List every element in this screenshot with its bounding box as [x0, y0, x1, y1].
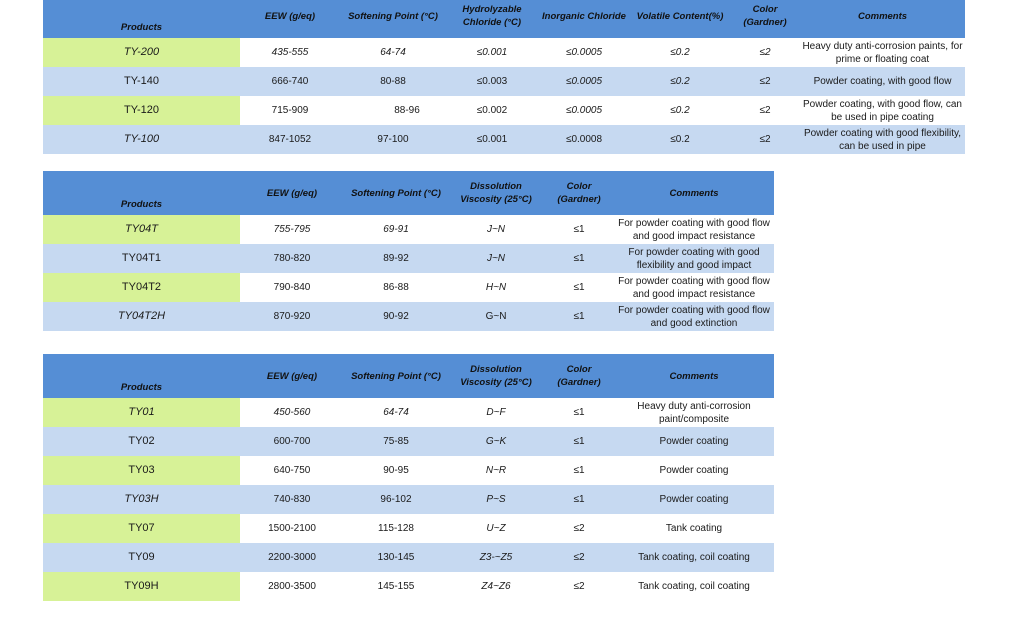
- epoxy-spec-table-1: [43, 0, 965, 154]
- color-value: ≤1: [544, 456, 614, 485]
- table-row: [43, 244, 774, 273]
- table-header-row: [43, 171, 774, 215]
- viscosity-value: J~N: [448, 244, 544, 273]
- header-softening-point: Softening Point (°C): [340, 0, 446, 38]
- product-name: TY-120: [43, 96, 240, 125]
- product-name: TY03H: [43, 485, 240, 514]
- product-name: TY04T2: [43, 273, 240, 302]
- product-name: TY09: [43, 543, 240, 572]
- comment-text: For powder coating with good flow and good impact resistance: [614, 273, 774, 302]
- header-products: Products: [43, 0, 240, 38]
- hydrolyzable-value: ≤0.001: [446, 38, 538, 67]
- table-row: [43, 543, 774, 572]
- softening-value: 75-85: [344, 427, 448, 456]
- eew-value: 755-795: [240, 215, 344, 244]
- table-row: [43, 38, 965, 67]
- inorganic-value: ≤0.0005: [538, 67, 630, 96]
- header-comments: Comments: [614, 354, 774, 398]
- comment-text: Powder coating, with good flow: [800, 67, 965, 96]
- softening-value: 86-88: [344, 273, 448, 302]
- eew-value: 847-1052: [240, 125, 340, 154]
- eew-value: 715-909: [240, 96, 340, 125]
- eew-value: 790-840: [240, 273, 344, 302]
- eew-value: 1500-2100: [240, 514, 344, 543]
- color-value: ≤2: [730, 125, 800, 154]
- comment-text: Tank coating, coil coating: [614, 572, 774, 601]
- softening-value: 130-145: [344, 543, 448, 572]
- softening-value: 96-102: [344, 485, 448, 514]
- hydrolyzable-value: ≤0.001: [446, 125, 538, 154]
- header-products: Products: [43, 354, 240, 398]
- comment-text: Powder coating: [614, 456, 774, 485]
- table-header-row: [43, 0, 965, 38]
- eew-value: 450-560: [240, 398, 344, 427]
- softening-value: 80-88: [340, 67, 446, 96]
- color-value: ≤2: [544, 572, 614, 601]
- color-value: ≤1: [544, 273, 614, 302]
- table-row: [43, 125, 965, 154]
- color-value: ≤2: [544, 543, 614, 572]
- table-row: [43, 215, 774, 244]
- eew-value: 666-740: [240, 67, 340, 96]
- table-header-row: [43, 354, 774, 398]
- comment-text: Tank coating, coil coating: [614, 543, 774, 572]
- softening-value: 64-74: [340, 38, 446, 67]
- eew-value: 435-555: [240, 38, 340, 67]
- viscosity-value: J~N: [448, 215, 544, 244]
- viscosity-value: P~S: [448, 485, 544, 514]
- header-eew: EEW (g/eq): [240, 171, 344, 215]
- product-name: TY02: [43, 427, 240, 456]
- table-row: [43, 514, 774, 543]
- header-inorganic-chloride: Inorganic Chloride: [538, 0, 630, 38]
- color-value: ≤2: [544, 514, 614, 543]
- epoxy-spec-table-3: [43, 354, 774, 601]
- inorganic-value: ≤0.0005: [538, 96, 630, 125]
- table-row: [43, 427, 774, 456]
- viscosity-value: H~N: [448, 273, 544, 302]
- header-color: Color (Gardner): [730, 0, 800, 38]
- product-name: TY-100: [43, 125, 240, 154]
- comment-text: Powder coating: [614, 427, 774, 456]
- comment-text: Heavy duty anti-corrosion paints, for prime or floating coat: [800, 38, 965, 67]
- comment-text: Heavy duty anti-corrosion paint/composite: [614, 398, 774, 427]
- header-dissolution-viscosity: Dissolution Viscosity (25°C): [448, 171, 544, 215]
- softening-value: 115-128: [344, 514, 448, 543]
- eew-value: 780-820: [240, 244, 344, 273]
- table-row: [43, 398, 774, 427]
- header-softening-point: Softening Point (°C): [344, 171, 448, 215]
- header-volatile-content: Volatile Content(%): [630, 0, 730, 38]
- table-row: [43, 572, 774, 601]
- softening-value: 145-155: [344, 572, 448, 601]
- comment-text: For powder coating with good flow and good impact resistance: [614, 215, 774, 244]
- eew-value: 640-750: [240, 456, 344, 485]
- product-name: TY04T1: [43, 244, 240, 273]
- color-value: ≤1: [544, 302, 614, 331]
- viscosity-value: U~Z: [448, 514, 544, 543]
- color-value: ≤2: [730, 96, 800, 125]
- table-row: [43, 485, 774, 514]
- header-eew: EEW (g/eq): [240, 0, 340, 38]
- viscosity-value: D~F: [448, 398, 544, 427]
- color-value: ≤1: [544, 398, 614, 427]
- epoxy-spec-table-2: [43, 171, 774, 331]
- product-name: TY04T2H: [43, 302, 240, 331]
- hydrolyzable-value: ≤0.002: [446, 96, 538, 125]
- softening-value: 64-74: [344, 398, 448, 427]
- color-value: ≤1: [544, 427, 614, 456]
- comment-text: Powder coating, with good flow, can be used in pipe coating: [800, 96, 965, 125]
- softening-value: 88-96: [340, 96, 446, 125]
- color-value: ≤2: [730, 67, 800, 96]
- product-name: TY09H: [43, 572, 240, 601]
- eew-value: 2800-3500: [240, 572, 344, 601]
- volatile-value: ≤0.2: [630, 125, 730, 154]
- table-row: [43, 273, 774, 302]
- viscosity-value: G~K: [448, 427, 544, 456]
- softening-value: 89-92: [344, 244, 448, 273]
- eew-value: 740-830: [240, 485, 344, 514]
- color-value: ≤1: [544, 244, 614, 273]
- header-color: Color (Gardner): [544, 354, 614, 398]
- table-row: [43, 67, 965, 96]
- softening-value: 90-92: [344, 302, 448, 331]
- eew-value: 600-700: [240, 427, 344, 456]
- header-comments: Comments: [800, 0, 965, 38]
- table-row: [43, 302, 774, 331]
- comment-text: Powder coating with good flexibility, can be used in pipe: [800, 125, 965, 154]
- color-value: ≤1: [544, 485, 614, 514]
- color-value: ≤1: [544, 215, 614, 244]
- header-eew: EEW (g/eq): [240, 354, 344, 398]
- comment-text: For powder coating with good flow and good extinction: [614, 302, 774, 331]
- header-color: Color (Gardner): [544, 171, 614, 215]
- comment-text: Powder coating: [614, 485, 774, 514]
- volatile-value: ≤0.2: [630, 38, 730, 67]
- viscosity-value: N~R: [448, 456, 544, 485]
- hydrolyzable-value: ≤0.003: [446, 67, 538, 96]
- header-products: Products: [43, 171, 240, 215]
- inorganic-value: ≤0.0005: [538, 38, 630, 67]
- eew-value: 2200-3000: [240, 543, 344, 572]
- softening-value: 97-100: [340, 125, 446, 154]
- header-dissolution-viscosity: Dissolution Viscosity (25°C): [448, 354, 544, 398]
- product-name: TY03: [43, 456, 240, 485]
- comment-text: For powder coating with good flexibility and good impact: [614, 244, 774, 273]
- product-name: TY-140: [43, 67, 240, 96]
- header-softening-point: Softening Point (°C): [344, 354, 448, 398]
- comment-text: Tank coating: [614, 514, 774, 543]
- product-name: TY07: [43, 514, 240, 543]
- header-hydrolyzable-chloride: Hydrolyzable Chloride (°C): [446, 0, 538, 38]
- viscosity-value: G~N: [448, 302, 544, 331]
- viscosity-value: Z4~Z6: [448, 572, 544, 601]
- table-row: [43, 96, 965, 125]
- inorganic-value: ≤0.0008: [538, 125, 630, 154]
- viscosity-value: Z3-~Z5: [448, 543, 544, 572]
- table-row: [43, 456, 774, 485]
- product-name: TY-200: [43, 38, 240, 67]
- softening-value: 90-95: [344, 456, 448, 485]
- header-comments: Comments: [614, 171, 774, 215]
- volatile-value: ≤0.2: [630, 67, 730, 96]
- volatile-value: ≤0.2: [630, 96, 730, 125]
- color-value: ≤2: [730, 38, 800, 67]
- product-name: TY01: [43, 398, 240, 427]
- softening-value: 69-91: [344, 215, 448, 244]
- eew-value: 870-920: [240, 302, 344, 331]
- product-name: TY04T: [43, 215, 240, 244]
